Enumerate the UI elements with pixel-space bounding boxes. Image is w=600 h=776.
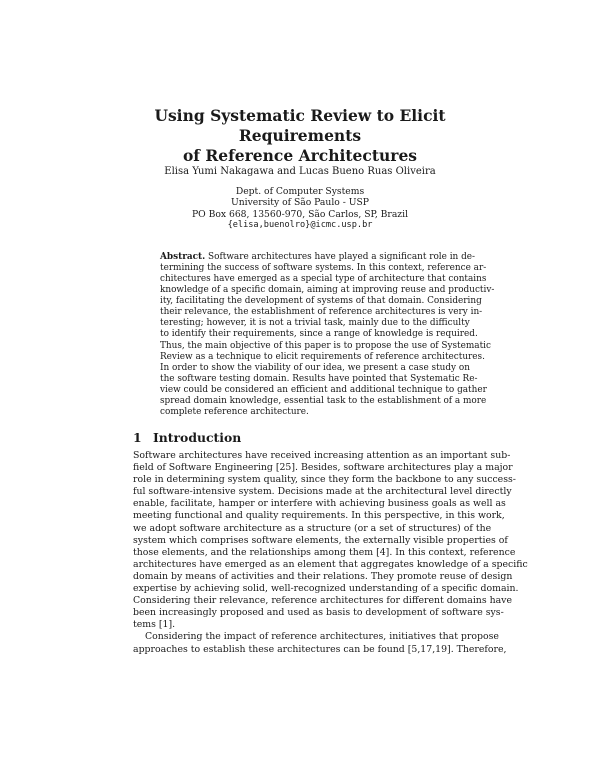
affiliation-email: {elisa,buenolro}@icmc.usp.br <box>227 220 373 231</box>
affiliation-address: PO Box 668, 13560-970, São Carlos, SP, Brazil <box>191 208 409 220</box>
body-line: domain by means of activities and their relations. They promote reuse of design <box>133 570 513 582</box>
body-line: meeting functional and quality requirements. In this perspective, in this work, <box>133 510 505 522</box>
abstract-line: chitectures have emerged as a special type of architecture that contains <box>160 274 487 285</box>
abstract-line: In order to show the viability of our idea, we present a case study on <box>160 362 470 373</box>
body-line: architectures have emerged as an element that aggregates knowledge of a specific <box>133 558 528 570</box>
affiliation <box>150 186 450 232</box>
title-line: of Reference Architectures <box>182 146 418 165</box>
abstract <box>160 252 495 418</box>
body-line: role in determining system quality, since they form the backbone to any success- <box>133 474 516 486</box>
abstract-line: teresting; however, it is not a trivial task, mainly due to the difficulty <box>160 318 470 329</box>
affiliation-dept: Dept. of Computer Systems <box>235 186 365 197</box>
abstract-line: knowledge of a specific domain, aiming at improving reuse and productiv- <box>160 285 495 296</box>
body-line: approaches to establish these architectures can be found [5,17,19]. Therefore, <box>133 643 507 655</box>
abstract-line: their relevance, the establishment of reference architectures is very in- <box>160 307 483 318</box>
section-heading <box>133 430 241 445</box>
abstract-line <box>160 252 476 263</box>
body-line: expertise by achieving solid, well-recognized understanding of a specific domain. <box>133 583 519 595</box>
abstract-line: complete reference architecture. <box>160 406 309 417</box>
abstract-line-text: Software architectures have played a significant role in de- <box>208 252 476 262</box>
abstract-line: ity, facilitating the development of systems of that domain. Considering <box>160 296 482 307</box>
body-line: tems [1]. <box>133 619 176 631</box>
abstract-line: termining the success of software systems. In this context, reference ar- <box>160 263 487 274</box>
body-line: Considering their relevance, reference architectures for different domains have <box>133 595 512 607</box>
abstract-line: spread domain knowledge, essential task to the establishment of a more <box>160 395 487 406</box>
title-line: Using Systematic Review to Elicit Requirements <box>154 106 446 145</box>
section-title: Introduction <box>153 430 242 445</box>
paper-title <box>100 106 500 166</box>
body-line: been increasingly proposed and used as basis to development of software sys- <box>133 607 504 619</box>
body-line: system which comprises software elements, the externally visible properties of <box>133 534 508 546</box>
body-line: field of Software Engineering [25]. Besides, software architectures play a major <box>133 462 513 474</box>
abstract-line: the software testing domain. Results have pointed that Systematic Re- <box>160 373 478 384</box>
abstract-line: view could be considered an efficient and additional technique to gather <box>160 384 487 395</box>
body-line: we adopt software architecture as a structure (or a set of structures) of the <box>133 522 492 534</box>
body-line: those elements, and the relationships among them [4]. In this context, reference <box>133 546 516 558</box>
body-line: enable, facilitate, hamper or interfere with achieving business goals as well as <box>133 498 506 510</box>
affiliation-university: University of São Paulo - USP <box>231 197 369 209</box>
body-line: Considering the impact of reference architectures, initiatives that propose <box>145 631 499 643</box>
section-number: 1 <box>133 430 142 445</box>
abstract-label: Abstract. <box>160 252 206 262</box>
body-text <box>133 450 528 656</box>
abstract-line: Thus, the main objective of this paper is to propose the use of Systematic <box>160 340 491 351</box>
abstract-line: Review as a technique to elicit requirements of reference architectures. <box>160 351 485 362</box>
body-line: Software architectures have received increasing attention as an important sub- <box>133 450 511 461</box>
abstract-line: to identify their requirements, since a range of knowledge is required. <box>160 329 478 340</box>
author-list: Elisa Yumi Nakagawa and Lucas Bueno Ruas Oliveira <box>164 166 436 177</box>
body-line: ful software-intensive system. Decisions made at the architectural level directly <box>133 486 512 498</box>
